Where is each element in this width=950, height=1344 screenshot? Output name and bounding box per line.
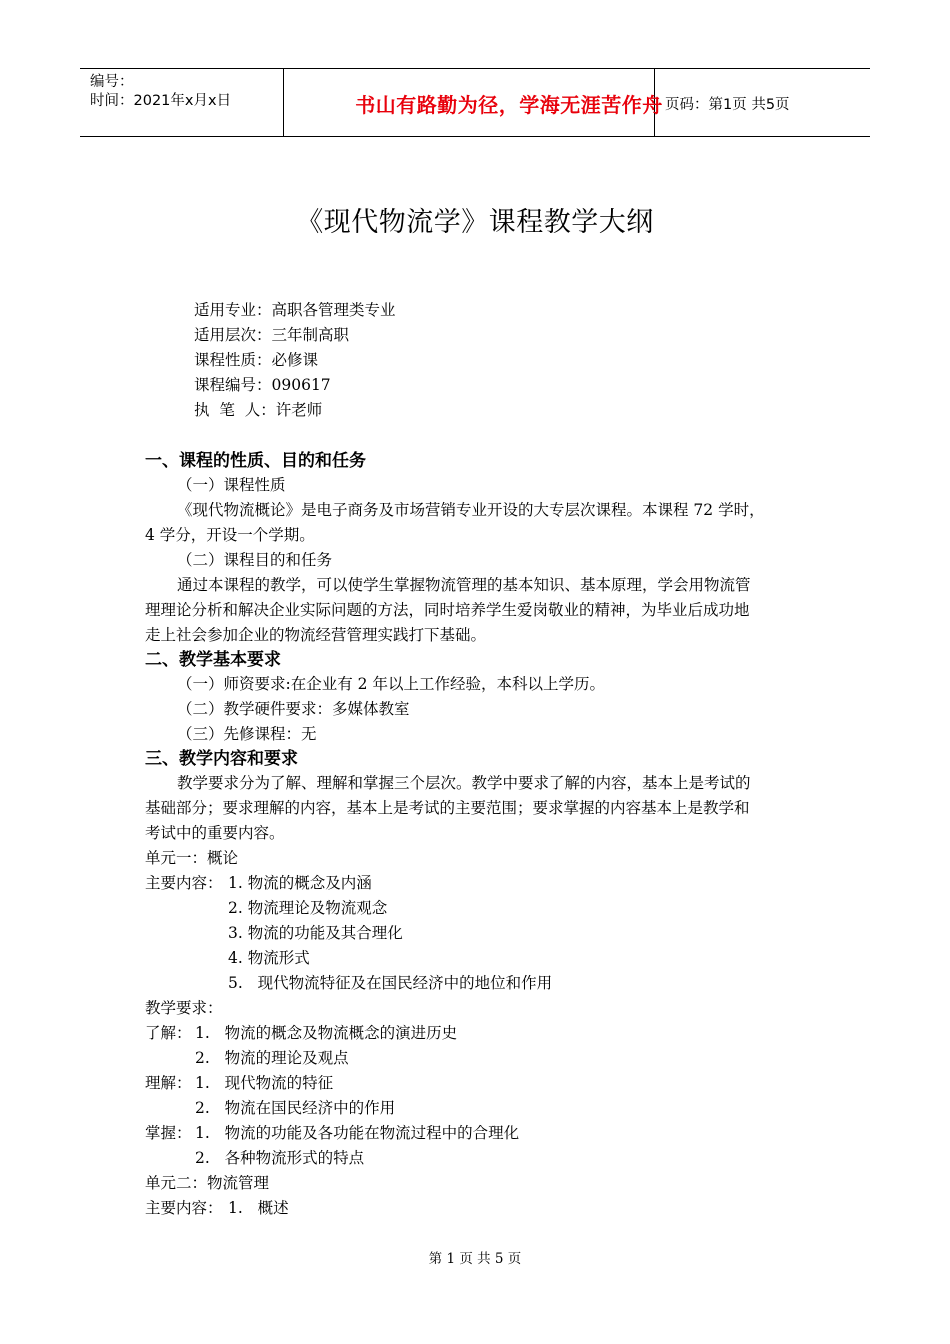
header-number: 编号： xyxy=(90,74,134,90)
subsection-heading: （二）课程目的和任务 xyxy=(177,551,333,569)
understand-label: 理解： xyxy=(145,1074,192,1092)
section-heading: 二、教学基本要求 xyxy=(145,650,281,670)
paragraph-line: 教学要求分为了解、理解和掌握三个层次。教学中要求了解的内容，基本上是考试的 xyxy=(177,774,751,792)
page-footer: 第 1 页 共 5 页 xyxy=(428,1251,522,1267)
header-motto: 书山有路勤为径，学海无涯苦作舟 xyxy=(355,93,663,117)
header-page-info: 页码：第1页 共5页 xyxy=(665,97,790,113)
meta-major: 适用专业：高职各管理类专业 xyxy=(194,301,396,319)
document-title: 《现代物流学》课程教学大纲 xyxy=(296,207,654,238)
section-heading: 一、课程的性质、目的和任务 xyxy=(145,451,366,471)
list-item: 2. 各种物流形式的特点 xyxy=(195,1149,365,1167)
paragraph-line: 考试中的重要内容。 xyxy=(145,824,285,842)
meta-level: 适用层次：三年制高职 xyxy=(194,326,350,344)
paragraph-line: 基础部分；要求理解的内容，基本上是考试的主要范围；要求掌握的内容基本上是教学和 xyxy=(145,799,750,817)
list-item: 4. 物流形式 xyxy=(228,949,310,967)
unit-title: 单元一：概论 xyxy=(145,849,239,867)
header-time: 时间：2021年x月x日 xyxy=(90,93,232,109)
list-item: 2. 物流在国民经济中的作用 xyxy=(195,1099,396,1117)
meta-nature: 课程性质：必修课 xyxy=(194,351,319,369)
list-item: 1. 物流的概念及物流概念的演进历史 xyxy=(195,1024,458,1042)
list-item: 1. 现代物流的特征 xyxy=(195,1074,334,1092)
list-item: 3. 物流的功能及其合理化 xyxy=(228,924,403,942)
paragraph-line: 走上社会参加企业的物流经营管理实践打下基础。 xyxy=(145,626,487,644)
section-heading: 三、教学内容和要求 xyxy=(145,749,298,769)
list-item: 5. 现代物流特征及在国民经济中的地位和作用 xyxy=(228,974,553,992)
list-item: 1. 物流的功能及各功能在物流过程中的合理化 xyxy=(195,1124,520,1142)
master-label: 掌握： xyxy=(145,1124,192,1142)
subsection-heading: （一）课程性质 xyxy=(177,476,286,494)
list-item: （二）教学硬件要求：多媒体教室 xyxy=(177,700,410,718)
requirements-label: 教学要求： xyxy=(145,999,223,1017)
list-item: 2. 物流理论及物流观念 xyxy=(228,899,388,917)
know-label: 了解： xyxy=(145,1024,192,1042)
content-label: 主要内容： xyxy=(145,874,223,892)
meta-author: 执 笔 人：许老师 xyxy=(194,401,323,419)
paragraph-line: 通过本课程的教学，可以使学生掌握物流管理的基本知识、基本原理，学会用物流管 xyxy=(177,576,751,594)
list-item: 1. 概述 xyxy=(228,1199,289,1217)
paragraph-line: 《现代物流概论》是电子商务及市场营销专业开设的大专层次课程。本课程 72 学时， xyxy=(177,501,765,519)
paragraph-line: 4 学分，开设一个学期。 xyxy=(145,526,315,544)
paragraph-line: 理理论分析和解决企业实际问题的方法，同时培养学生爱岗敬业的精神，为毕业后成功地 xyxy=(145,601,750,619)
meta-code: 课程编号：090617 xyxy=(194,376,331,394)
header-meta xyxy=(90,73,231,111)
list-item: （一）师资要求:在企业有 2 年以上工作经验，本科以上学历。 xyxy=(177,675,605,693)
list-item: （三）先修课程：无 xyxy=(177,725,317,743)
content-label: 主要内容： xyxy=(145,1199,223,1217)
document-header xyxy=(80,68,870,137)
unit-title: 单元二：物流管理 xyxy=(145,1174,270,1192)
list-item: 2. 物流的理论及观点 xyxy=(195,1049,349,1067)
list-item: 1. 物流的概念及内涵 xyxy=(228,874,372,892)
